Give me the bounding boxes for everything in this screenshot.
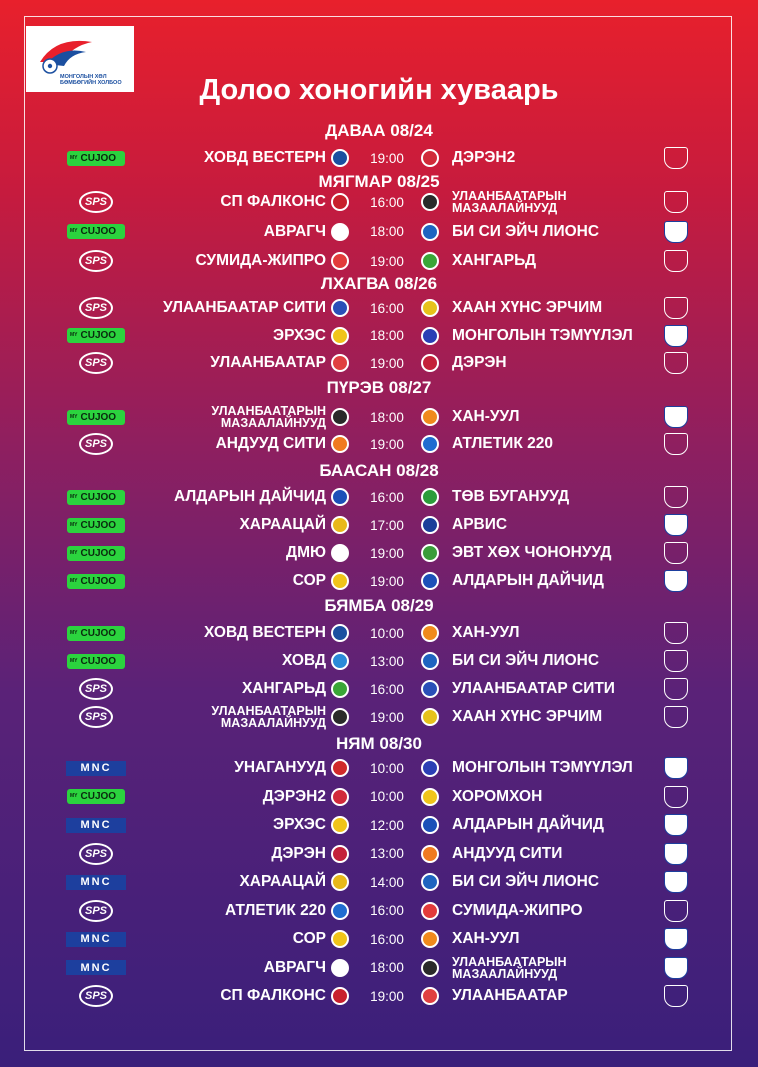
league-badge-icon: [662, 485, 690, 509]
day-header: БААСАН 08/28: [319, 461, 439, 480]
home-crest-icon: [331, 252, 349, 270]
broadcaster-logo: [64, 957, 128, 979]
home-crest-icon: [331, 873, 349, 891]
match-row: [0, 145, 758, 171]
league-badge-icon: [662, 146, 690, 170]
away-crest-icon: [421, 544, 439, 562]
broadcaster-logo: [64, 985, 128, 1007]
away-crest-icon: [421, 816, 439, 834]
away-crest-icon: [421, 488, 439, 506]
kickoff-time: 16:00: [370, 194, 404, 210]
broadcaster-logo: [64, 928, 128, 950]
league-badge-icon: [662, 432, 690, 456]
away-crest-icon: [421, 708, 439, 726]
kickoff-time: 16:00: [370, 300, 404, 316]
sps-logo: SPS: [79, 678, 113, 700]
match-row: [0, 248, 758, 274]
cujoo-logo: MY CUJOO: [67, 626, 125, 641]
kickoff-time: 10:00: [370, 625, 404, 641]
match-row: [0, 676, 758, 702]
home-team: УЛААНБААТАР: [210, 354, 326, 371]
away-team: ХАНГАРЬД: [452, 252, 537, 269]
kickoff-time: 19:00: [370, 988, 404, 1004]
home-crest-icon: [331, 987, 349, 1005]
match-row: [0, 295, 758, 321]
match-row: [0, 431, 758, 457]
league-badge-icon: [662, 813, 690, 837]
match-row: [0, 219, 758, 245]
broadcaster-logo: [64, 352, 128, 374]
broadcaster-logo: [64, 570, 128, 592]
kickoff-time: 16:00: [370, 489, 404, 505]
league-badge-icon: [662, 249, 690, 273]
match-row: [0, 568, 758, 594]
broadcaster-logo: [64, 900, 128, 922]
away-crest-icon: [421, 987, 439, 1005]
home-crest-icon: [331, 930, 349, 948]
broadcaster-logo: [64, 325, 128, 347]
home-team: ДМЮ: [286, 544, 326, 561]
league-badge-icon: [662, 842, 690, 866]
home-team: ХОВД: [281, 652, 326, 669]
broadcaster-logo: [64, 191, 128, 213]
kickoff-time: 19:00: [370, 436, 404, 452]
home-team: ХАРААЦАЙ: [239, 516, 326, 533]
away-crest-icon: [421, 354, 439, 372]
cujoo-logo: MY CUJOO: [67, 654, 125, 669]
away-team: УЛААНБААТАРЫН МАЗААЛАЙНУУД: [452, 189, 567, 215]
league-badge-icon: [662, 541, 690, 565]
sps-logo: SPS: [79, 191, 113, 213]
league-badge-icon: [662, 870, 690, 894]
kickoff-time: 13:00: [370, 653, 404, 669]
mnc-logo: MNC: [66, 818, 126, 833]
broadcaster-logo: [64, 221, 128, 243]
home-crest-icon: [331, 354, 349, 372]
home-crest-icon: [331, 902, 349, 920]
sps-logo: SPS: [79, 250, 113, 272]
away-team: АЛДАРЫН ДАЙЧИД: [452, 816, 604, 833]
away-crest-icon: [421, 149, 439, 167]
sps-logo: SPS: [79, 706, 113, 728]
away-crest-icon: [421, 516, 439, 534]
match-row: [0, 350, 758, 376]
away-team: БИ СИ ЭЙЧ ЛИОНС: [452, 222, 600, 240]
away-team: ХАН-УУЛ: [452, 624, 520, 641]
league-badge-icon: [662, 649, 690, 673]
home-crest-icon: [331, 193, 349, 211]
home-crest-icon: [331, 327, 349, 345]
cujoo-logo: MY CUJOO: [67, 328, 125, 343]
cujoo-logo: MY CUJOO: [67, 518, 125, 533]
match-row: [0, 983, 758, 1009]
match-row: [0, 648, 758, 674]
home-crest-icon: [331, 759, 349, 777]
home-team: ЭРХЭС: [273, 326, 326, 344]
kickoff-time: 19:00: [370, 545, 404, 561]
league-badge-icon: [662, 927, 690, 951]
cujoo-logo: MY CUJOO: [67, 546, 125, 561]
away-team: МОНГОЛЫН ТЭМҮҮЛЭЛ: [452, 326, 633, 344]
kickoff-time: 18:00: [370, 960, 404, 975]
home-team: АВРАГЧ: [263, 222, 326, 240]
away-crest-icon: [421, 252, 439, 270]
broadcaster-logo: [64, 147, 128, 169]
mnc-logo: MNC: [66, 932, 126, 947]
home-team: СП ФАЛКОНС: [220, 987, 326, 1004]
league-badge-icon: [662, 677, 690, 701]
league-badge-icon: [662, 405, 690, 429]
home-team: АВРАГЧ: [263, 958, 326, 976]
home-team: УЛААНБААТАРЫН МАЗААЛАЙНУУД: [211, 704, 326, 730]
league-badge-icon: [662, 190, 690, 214]
league-badge-icon: [662, 296, 690, 320]
broadcaster-logo: [64, 843, 128, 865]
away-crest-icon: [421, 902, 439, 920]
sps-logo: SPS: [79, 352, 113, 374]
away-crest-icon: [421, 788, 439, 806]
home-crest-icon: [331, 435, 349, 453]
away-crest-icon: [421, 845, 439, 863]
match-row: [0, 812, 758, 838]
kickoff-time: 19:00: [370, 573, 404, 589]
cujoo-logo: MY CUJOO: [67, 224, 125, 239]
away-team: ХАН-УУЛ: [452, 408, 520, 425]
league-badge-icon: [662, 324, 690, 348]
kickoff-time: 19:00: [370, 355, 404, 371]
match-row: [0, 323, 758, 349]
sps-logo: SPS: [79, 900, 113, 922]
page-title: Долоо хоногийн хуваарь: [199, 74, 559, 106]
home-crest-icon: [331, 816, 349, 834]
home-crest-icon: [331, 299, 349, 317]
home-team: СОР: [292, 930, 326, 947]
mnc-logo: MNC: [66, 875, 126, 890]
kickoff-time: 14:00: [370, 874, 404, 890]
kickoff-time: 18:00: [370, 328, 404, 343]
away-team: УЛААНБААТАРЫН МАЗААЛАЙНУУД: [452, 954, 567, 981]
broadcaster-logo: [64, 706, 128, 728]
away-team: ХОРОМХОН: [452, 787, 543, 805]
kickoff-time: 16:00: [370, 931, 404, 947]
broadcaster-logo: [64, 650, 128, 672]
broadcaster-logo: [64, 406, 128, 428]
match-row: [0, 755, 758, 781]
broadcaster-logo: [64, 757, 128, 779]
home-crest-icon: [331, 488, 349, 506]
away-team: ДЭРЭН2: [452, 149, 516, 166]
league-badge-icon: [662, 899, 690, 923]
home-team: ХОВД ВЕСТЕРН: [203, 624, 326, 641]
away-crest-icon: [421, 299, 439, 317]
league-badge-icon: [662, 956, 690, 980]
broadcaster-logo: [64, 814, 128, 836]
home-team: СОР: [292, 572, 326, 589]
broadcaster-logo: [64, 622, 128, 644]
away-crest-icon: [421, 408, 439, 426]
away-team: ЭВТ ХӨХ ЧОНОНУУД: [452, 544, 612, 561]
league-badge-icon: [662, 220, 690, 244]
sps-logo: SPS: [79, 433, 113, 455]
home-crest-icon: [331, 680, 349, 698]
league-badge-icon: [662, 984, 690, 1008]
home-crest-icon: [331, 959, 349, 977]
home-team: ХАНГАРЬД: [241, 680, 326, 697]
home-crest-icon: [331, 544, 349, 562]
away-team: БИ СИ ЭЙЧ ЛИОНС: [452, 873, 600, 890]
kickoff-time: 13:00: [370, 846, 404, 861]
league-badge-icon: [662, 785, 690, 809]
kickoff-time: 18:00: [370, 224, 404, 239]
league-badge-icon: [662, 351, 690, 375]
broadcaster-logo: [64, 678, 128, 700]
away-crest-icon: [421, 873, 439, 891]
home-team: АТЛЕТИК 220: [225, 901, 326, 919]
home-team: УНАГАНУУД: [234, 759, 326, 776]
away-crest-icon: [421, 193, 439, 211]
home-crest-icon: [331, 223, 349, 241]
match-row: [0, 484, 758, 510]
day-header: ПҮРЭВ 08/27: [326, 378, 432, 397]
broadcaster-logo: [64, 542, 128, 564]
kickoff-time: 10:00: [370, 760, 404, 776]
home-crest-icon: [331, 516, 349, 534]
match-row: [0, 620, 758, 646]
match-row: [0, 955, 758, 981]
away-team: ХААН ХҮНС ЭРЧИМ: [452, 299, 603, 316]
broadcaster-logo: [64, 486, 128, 508]
kickoff-time: 16:00: [370, 681, 404, 697]
broadcaster-logo: [64, 786, 128, 808]
away-team: ДЭРЭН: [452, 354, 507, 371]
sps-logo: SPS: [79, 297, 113, 319]
broadcaster-logo: [64, 297, 128, 319]
away-team: УЛААНБААТАР: [452, 987, 568, 1004]
away-crest-icon: [421, 223, 439, 241]
away-crest-icon: [421, 759, 439, 777]
away-crest-icon: [421, 930, 439, 948]
away-team: СУМИДА-ЖИПРО: [452, 901, 583, 919]
kickoff-time: 17:00: [370, 517, 404, 533]
federation-name: МОНГОЛЫН ХӨЛ БӨМБӨГИЙН ХОЛБОО: [60, 74, 122, 86]
kickoff-time: 19:00: [370, 150, 404, 166]
away-team: ХААН ХҮНС ЭРЧИМ: [452, 708, 603, 725]
league-badge-icon: [662, 756, 690, 780]
cujoo-logo: MY CUJOO: [67, 574, 125, 589]
home-team: УЛААНБААТАР СИТИ: [163, 299, 326, 316]
match-row: [0, 404, 758, 430]
home-team: СП ФАЛКОНС: [220, 193, 326, 210]
away-team: МОНГОЛЫН ТЭМҮҮЛЭЛ: [452, 759, 633, 776]
cujoo-logo: MY CUJOO: [67, 151, 125, 166]
away-crest-icon: [421, 959, 439, 977]
home-team: АНДУУД СИТИ: [215, 435, 326, 452]
home-crest-icon: [331, 572, 349, 590]
home-team: ДЭРЭН2: [262, 787, 326, 805]
broadcaster-logo: [64, 871, 128, 893]
match-row: [0, 869, 758, 895]
league-badge-icon: [662, 621, 690, 645]
away-team: АТЛЕТИК 220: [452, 435, 553, 452]
federation-emblem-icon: [36, 32, 96, 76]
kickoff-time: 18:00: [370, 409, 404, 425]
away-team: ТӨВ БУГАНУУД: [452, 488, 570, 505]
home-team: АЛДАРЫН ДАЙЧИД: [174, 488, 326, 505]
cujoo-logo: MY CUJOO: [67, 490, 125, 505]
away-crest-icon: [421, 652, 439, 670]
kickoff-time: 19:00: [370, 709, 404, 725]
home-team: ХОВД ВЕСТЕРН: [203, 149, 326, 166]
away-crest-icon: [421, 572, 439, 590]
mnc-logo: MNC: [66, 761, 126, 776]
match-row: [0, 540, 758, 566]
away-crest-icon: [421, 327, 439, 345]
league-badge-icon: [662, 513, 690, 537]
away-team: АРВИС: [452, 516, 508, 533]
home-crest-icon: [331, 149, 349, 167]
broadcaster-logo: [64, 250, 128, 272]
away-team: ХАН-УУЛ: [452, 930, 520, 947]
day-header: ЛХАГВА 08/26: [320, 274, 438, 293]
home-crest-icon: [331, 408, 349, 426]
home-team: ХАРААЦАЙ: [239, 873, 326, 890]
home-team: УЛААНБААТАРЫН МАЗААЛАЙНУУД: [211, 404, 326, 430]
home-crest-icon: [331, 845, 349, 863]
day-header: ДАВАА 08/24: [325, 121, 433, 140]
broadcaster-logo: [64, 433, 128, 455]
broadcaster-logo: [64, 514, 128, 536]
match-row: [0, 512, 758, 538]
day-header: НЯМ 08/30: [336, 734, 422, 753]
sps-logo: SPS: [79, 843, 113, 865]
away-team: АНДУУД СИТИ: [452, 844, 563, 862]
away-team: УЛААНБААТАР СИТИ: [452, 680, 615, 697]
away-team: АЛДАРЫН ДАЙЧИД: [452, 572, 604, 589]
kickoff-time: 19:00: [370, 253, 404, 269]
home-crest-icon: [331, 652, 349, 670]
away-team: БИ СИ ЭЙЧ ЛИОНС: [452, 652, 600, 669]
day-header: МЯГМАР 08/25: [318, 172, 440, 191]
kickoff-time: 12:00: [370, 817, 404, 833]
cujoo-logo: MY CUJOO: [67, 789, 125, 804]
match-row: [0, 784, 758, 810]
day-header: БЯМБА 08/29: [324, 596, 434, 615]
league-badge-icon: [662, 569, 690, 593]
mnc-logo: MNC: [66, 960, 126, 975]
match-row: [0, 704, 758, 730]
home-team: СУМИДА-ЖИПРО: [195, 252, 326, 269]
away-crest-icon: [421, 624, 439, 642]
home-crest-icon: [331, 788, 349, 806]
league-badge-icon: [662, 705, 690, 729]
match-row: [0, 189, 758, 215]
sps-logo: SPS: [79, 985, 113, 1007]
home-crest-icon: [331, 708, 349, 726]
home-team: ЭРХЭС: [273, 816, 326, 833]
cujoo-logo: MY CUJOO: [67, 410, 125, 425]
kickoff-time: 10:00: [370, 789, 404, 804]
home-crest-icon: [331, 624, 349, 642]
kickoff-time: 16:00: [370, 903, 404, 918]
home-team: ДЭРЭН: [271, 844, 326, 862]
away-crest-icon: [421, 680, 439, 698]
away-crest-icon: [421, 435, 439, 453]
match-row: [0, 898, 758, 924]
match-row: [0, 926, 758, 952]
match-row: [0, 841, 758, 867]
